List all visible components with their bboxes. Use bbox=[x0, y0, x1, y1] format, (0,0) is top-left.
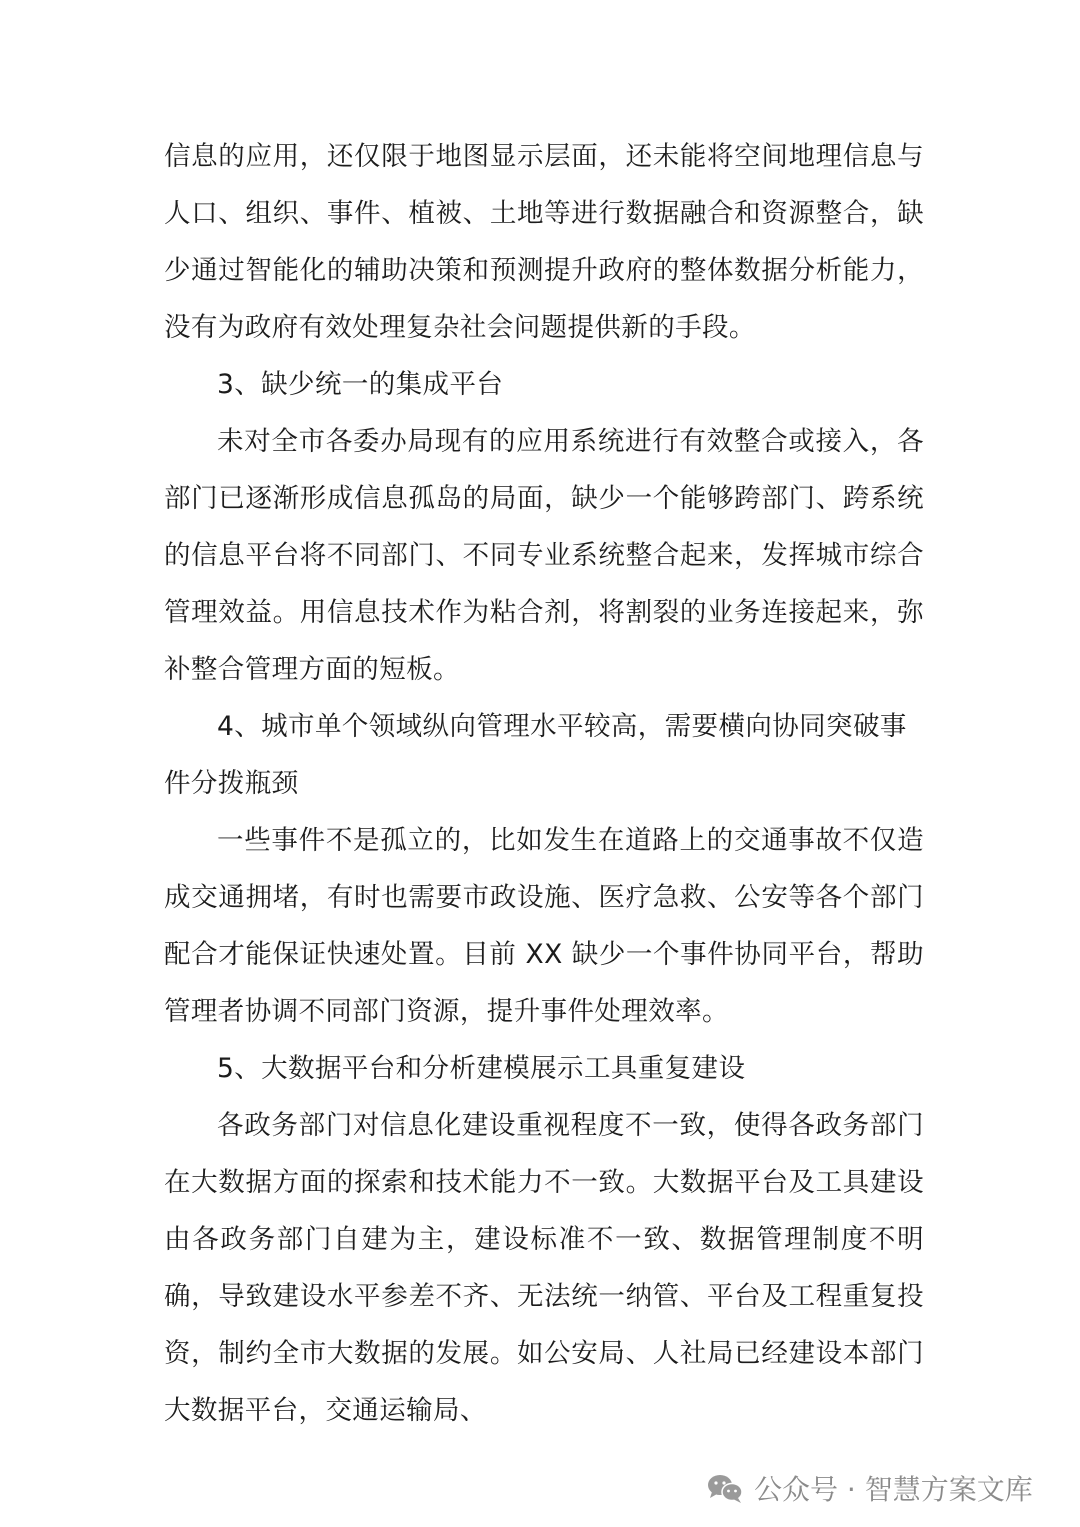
paragraph-section-3: 未对全市各委办局现有的应用系统进行有效整合或接入，各部门已逐渐形成信息孤岛的局面，缺少一个能够跨部门、跨系统的信息平台将不同部门、不同专业系统整合起来，发挥城市综合管理效益。用信息技术作为粘合剂，将割裂的业务连接起来，弥补整合管理方面的短板。 bbox=[164, 426, 924, 685]
section-heading-4: 4、城市单个领域纵向管理水平较高，需要横向协同突破事件分拨瓶颈 bbox=[164, 711, 907, 799]
paragraph-section-4: 一些事件不是孤立的，比如发生在道路上的交通事故不仅造成交通拥堵，有时也需要市政设施、医疗急救、公安等各个部门配合才能保证快速处置。目前 XX 缺少一个事件协同平台，帮助管理者协调不同部门资源，提升事件处理效率。 bbox=[164, 825, 924, 1027]
paragraph-section-5: 各政务部门对信息化建设重视程度不一致，使得各政务部门在大数据方面的探索和技术能力不一致。大数据平台及工具建设由各政务部门自建为主，建设标准不一致、数据管理制度不明确，导致建设水平参差不齐、无法统一纳管、平台及工程重复投资，制约全市大数据的发展。如公安局、人社局已经建设本部门大数据平台，交通运输局、 bbox=[164, 1110, 924, 1426]
watermark-text: 公众号 · 智慧方案文库 bbox=[754, 1473, 1033, 1506]
paragraph-intro: 信息的应用，还仅限于地图显示层面，还未能将空间地理信息与人口、组织、事件、植被、土地等进行数据融合和资源整合，缺少通过智能化的辅助决策和预测提升政府的整体数据分析能力，没有为政府有效处理复杂社会问题提供新的手段。 bbox=[164, 141, 924, 343]
watermark bbox=[706, 1468, 1033, 1508]
document-body bbox=[164, 128, 924, 1439]
wechat-icon bbox=[706, 1472, 744, 1504]
section-heading-5: 5、大数据平台和分析建模展示工具重复建设 bbox=[217, 1053, 746, 1084]
section-heading-3: 3、缺少统一的集成平台 bbox=[217, 369, 504, 400]
